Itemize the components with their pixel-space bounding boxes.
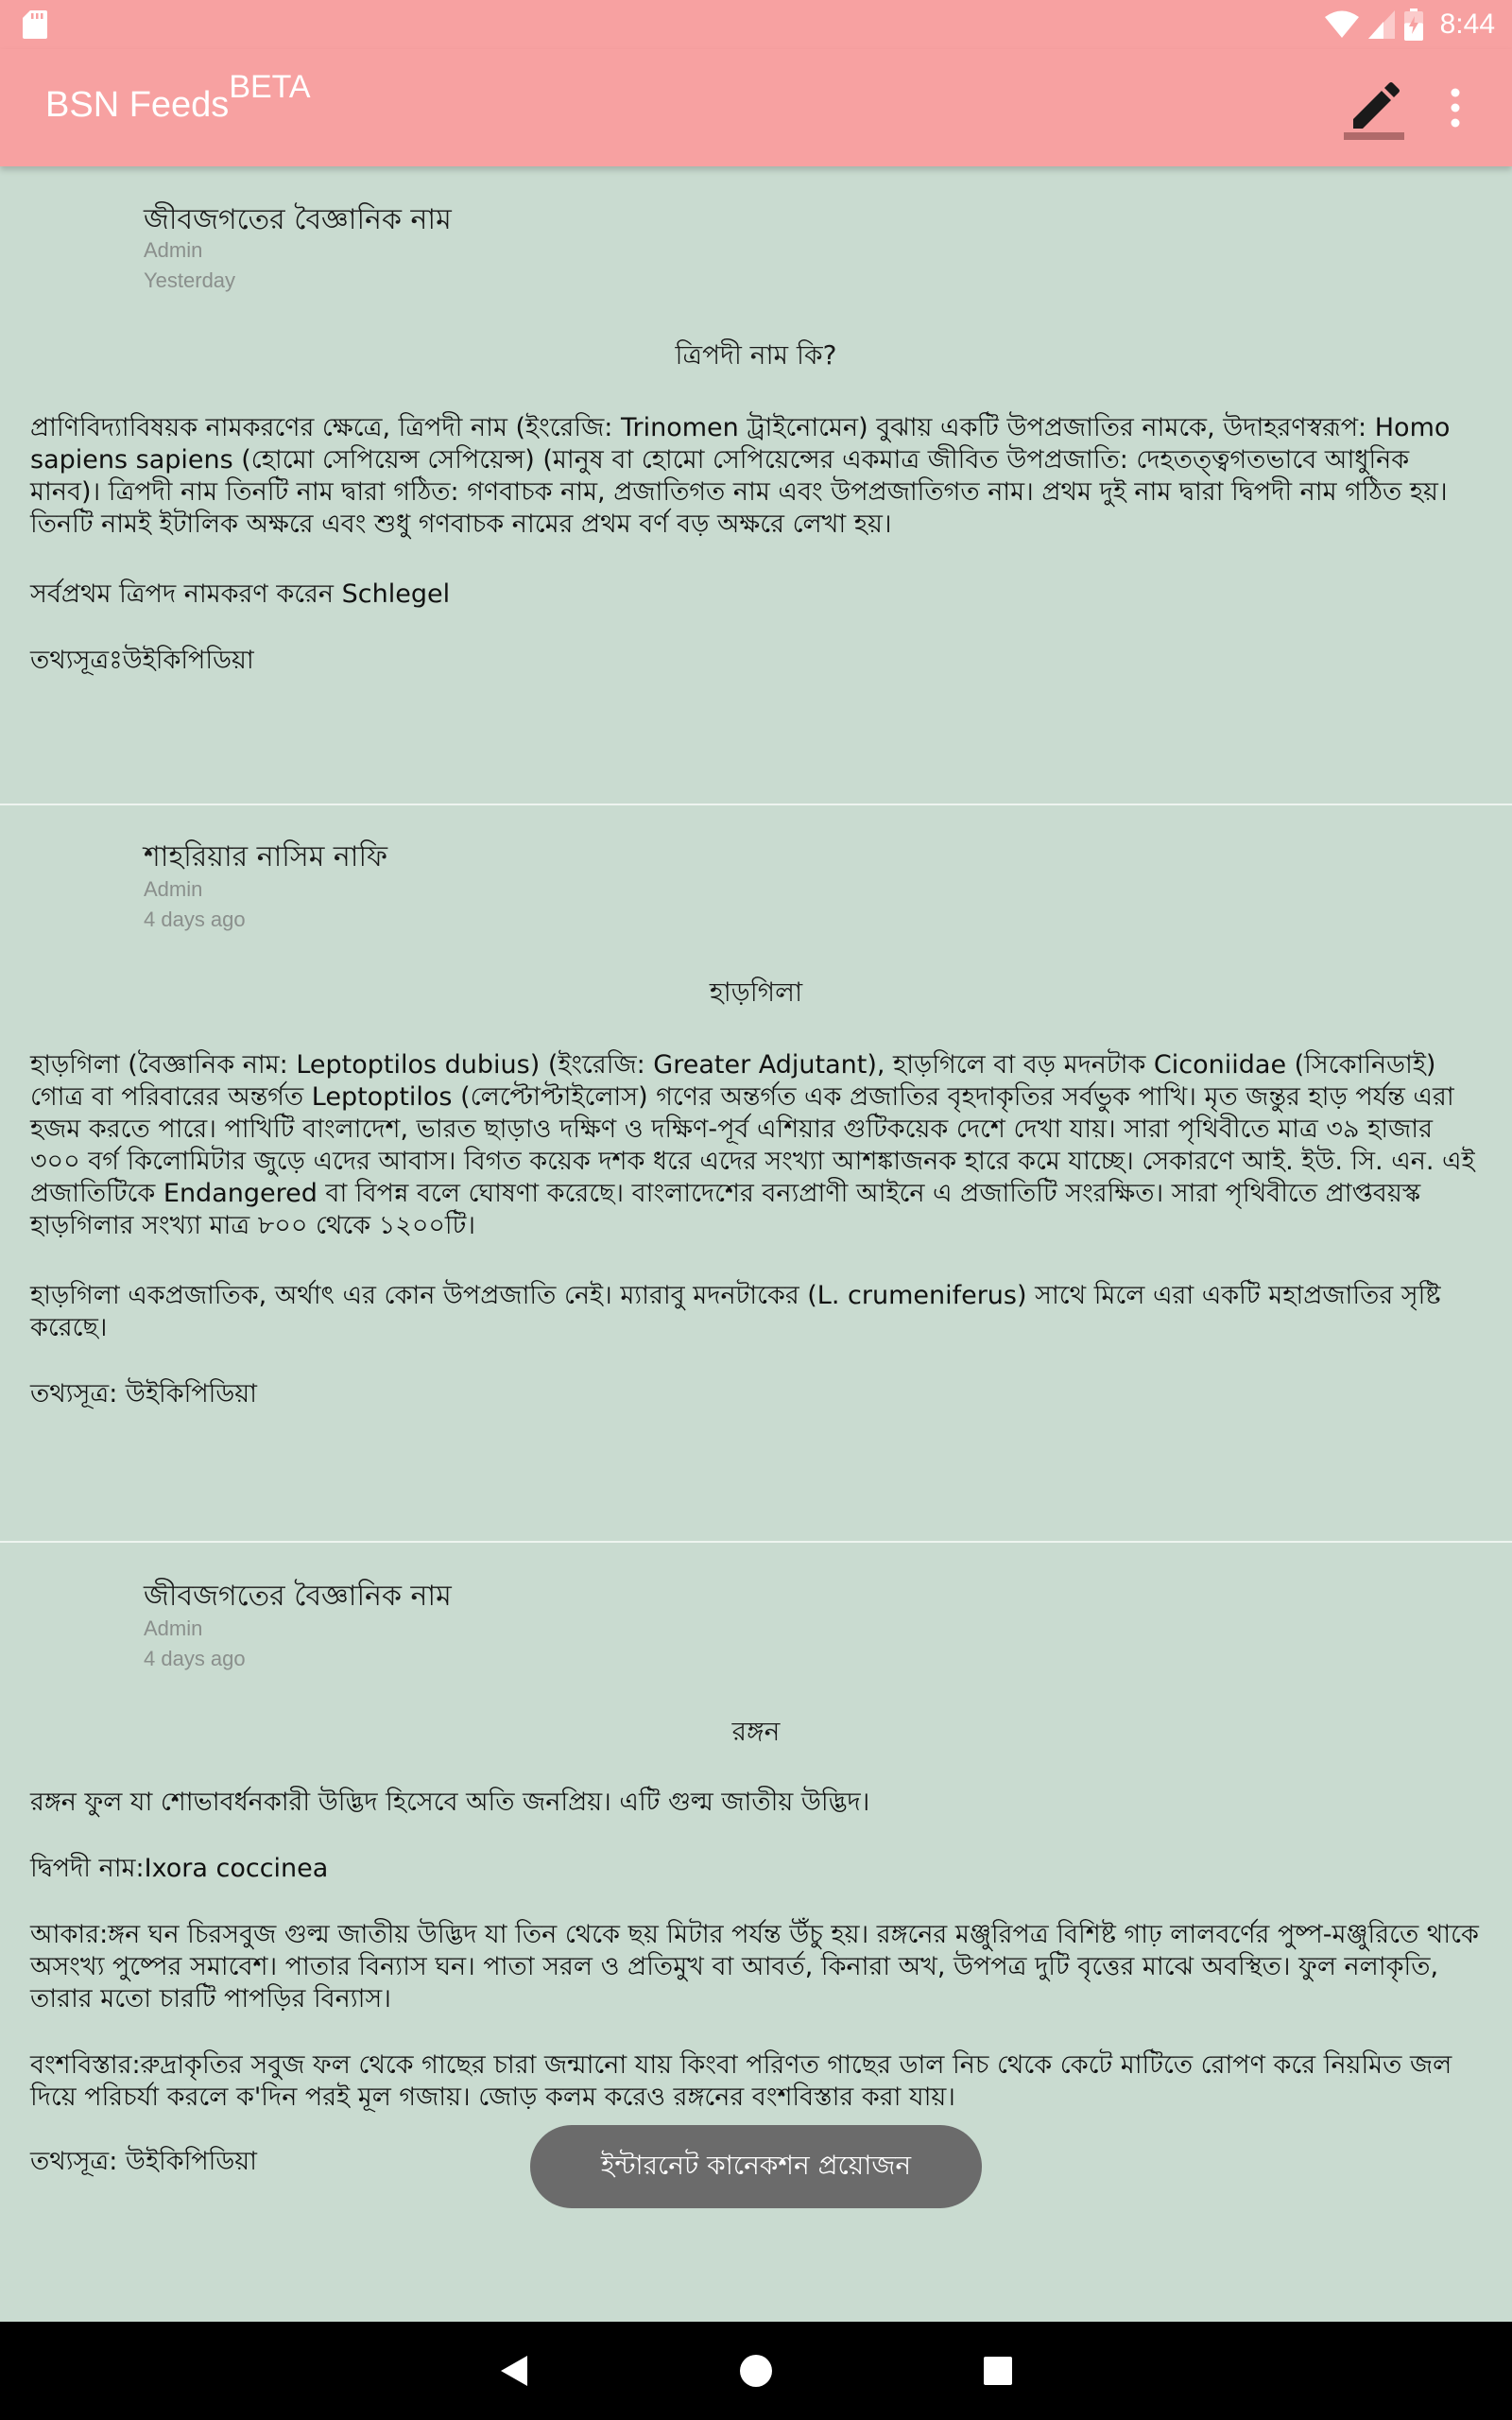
more-vert-icon[interactable] bbox=[1438, 83, 1472, 132]
home-icon[interactable] bbox=[728, 2342, 784, 2399]
post-paragraph: প্রাণিবিদ্যাবিষয়ক নামকরণের ক্ষেত্রে, ত্রিপদী নাম (ইংরেজি: Trinomen ট্রাইনোমেন) বুঝায় একটি উপপ্রজাতির নামকে, উদাহরণস্বরূপ: Homo sapiens sapiens (হোমো সেপিয়েন্স সেপিয়েন্স) (মানুষ বা হোমো সেপিয়েন্সের একমাত্র জীবিত উপপ্রজাতি: দেহতত্ত্বগতভাবে আধুনিক মানব)। ত্রিপদী নাম তিনটি নাম দ্বারা গঠিত: গণবাচক নাম, প্রজাতিগত নাম এবং উপপ্রজাতিগত নাম। প্রথম দুই নাম দ্বারা দ্বিপদী নাম গঠিত হয়। তিনটি নামই ইটালিক অক্ষরে এবং শুধু গণবাচক নামের প্রথম বর্ণ বড় অক্ষরে লেখা হয়। bbox=[30, 413, 1451, 539]
app-bar bbox=[0, 49, 1512, 166]
post-time: Yesterday bbox=[144, 268, 236, 292]
recents-icon[interactable] bbox=[970, 2342, 1026, 2399]
toast-message: ইন্টারনেট কানেকশন প্রয়োজন bbox=[530, 2125, 982, 2208]
sd-card-icon bbox=[23, 10, 47, 39]
feed-list[interactable] bbox=[0, 166, 1512, 2322]
post-source: তথ্যসূত্রঃউইকিপিডিয়া bbox=[30, 646, 254, 675]
feed-post[interactable] bbox=[0, 805, 1512, 1543]
post-source: তথ্যসূত্র: উইকিপিডিয়া bbox=[30, 1379, 257, 1409]
app-title bbox=[45, 69, 311, 126]
post-divider bbox=[0, 1541, 1512, 1543]
app-title-text: BSN Feeds bbox=[45, 85, 230, 125]
post-heading: ত্রিপদী নাম কি? bbox=[675, 339, 837, 371]
edit-icon[interactable] bbox=[1342, 70, 1406, 142]
feed-post[interactable] bbox=[0, 166, 1512, 804]
post-time: 4 days ago bbox=[144, 1647, 246, 1670]
post-paragraph: রঙ্গন ফুল যা শোভাবর্ধনকারী উদ্ভিদ হিসেবে অতি জনপ্রিয়। এটি গুল্ম জাতীয় উদ্ভিদ। bbox=[30, 1788, 870, 1817]
status-icons bbox=[1325, 0, 1495, 49]
beta-badge: BETA bbox=[229, 69, 311, 106]
post-author: Admin bbox=[144, 1616, 203, 1640]
status-time: 8:44 bbox=[1439, 9, 1495, 40]
back-icon[interactable] bbox=[486, 2342, 542, 2399]
post-paragraph: হাড়গিলা (বৈজ্ঞানিক নাম: Leptoptilos dubius) (ইংরেজি: Greater Adjutant), হাড়গিলে বা বড় মদনটাক Ciconiidae (সিকোনিডাই) গোত্র বা পরিবারের অন্তর্গত Leptoptilos (লেপ্টোপ্টাইলোস) গণের অন্তর্গত এক প্রজাতির বৃহদাকৃতির সর্বভুক পাখি। মৃত জন্তুর হাড় পর্যন্ত এরা হজম করতে পারে। পাখিটি বাংলাদেশ, ভারত ছাড়াও দক্ষিণ ও দক্ষিণ-পূর্ব এশিয়ার গুটিকয়েক দেশে দেখা যায়। সারা পৃথিবীতে মাত্র ৩৯ হাজার ৩০০ বর্গ কিলোমিটার জুড়ে এদের আবাস। বিগত কয়েক দশক ধরে এদের সংখ্যা আশঙ্কাজনক হারে কমে যাচ্ছে। সেকারণে আই. ইউ. সি. এন. এই প্রজাতিটিকে Endangered বা বিপন্ন বলে ঘোষণা করেছে। বাংলাদেশের বন্যপ্রাণী আইনে এ প্রজাতিটি সংরক্ষিত। সারা পৃথিবীতে প্রাপ্তবয়স্ক হাড়গিলার সংখ্যা মাত্র ৮০০ থেকে ১২০০টি। bbox=[30, 1050, 1475, 1240]
post-time: 4 days ago bbox=[144, 908, 246, 931]
post-paragraph: দ্বিপদী নাম:Ixora coccinea bbox=[30, 1854, 329, 1883]
post-heading: রঙ্গন bbox=[731, 1716, 781, 1747]
post-paragraph: আকার:ঙ্গন ঘন চিরসবুজ গুল্ম জাতীয় উদ্ভিদ যা তিন থেকে ছয় মিটার পর্যন্ত উঁচু হয়। রঙ্গনের মঞ্জুরিপত্র বিশিষ্ট গাঢ় লালবর্ণের পুষ্প-মঞ্জুরিতে থাকে অসংখ্য পুষ্পের সমাবেশ। পাতার বিন্যাস ঘন। পাতা সরল ও প্রতিমুখ বা আবর্ত, কিনারা অখ, উপপত্র দুটি বৃত্তের মাঝে অবস্থিত। ফুল নলাকৃতি, তারার মতো চারটি পাপড়ির বিন্যাস। bbox=[30, 1920, 1479, 2014]
post-paragraph: বংশবিস্তার:রুদ্রাকৃতির সবুজ ফল থেকে গাছের চারা জন্মানো যায় কিংবা পরিণত গাছের ডাল নিচ থেকে কেটে মাটিতে রোপণ করে নিয়মিত জল দিয়ে পরিচর্যা করলে ক'দিন পরই মূল গজায়। জোড় কলম করেও রঙ্গনের বংশবিস্তার করা যায়। bbox=[30, 2050, 1452, 2112]
post-paragraph: সর্বপ্রথম ত্রিপদ নামকরণ করেন Schlegel bbox=[30, 579, 451, 609]
signal-icon bbox=[1368, 10, 1395, 39]
post-title: জীবজগতের বৈজ্ঞানিক নাম bbox=[144, 203, 452, 236]
post-author: Admin bbox=[144, 877, 203, 901]
navigation-bar bbox=[0, 2322, 1512, 2420]
battery-icon bbox=[1404, 9, 1423, 41]
post-title: জীবজগতের বৈজ্ঞানিক নাম bbox=[144, 1580, 452, 1613]
post-heading: হাড়গিলা bbox=[709, 977, 803, 1008]
post-author: Admin bbox=[144, 238, 203, 262]
status-bar bbox=[0, 0, 1512, 49]
post-source: তথ্যসূত্র: উইকিপিডিয়া bbox=[30, 2147, 257, 2176]
wifi-icon bbox=[1325, 10, 1359, 39]
post-title: শাহরিয়ার নাসিম নাফি bbox=[144, 840, 388, 873]
post-paragraph: হাড়গিলা একপ্রজাতিক, অর্থাৎ এর কোন উপপ্রজাতি নেই। ম্যারাবু মদনটাকের (L. crumeniferus) সাথে মিলে এরা একটি মহাপ্রজাতির সৃষ্টি করেছে। bbox=[30, 1281, 1441, 1342]
